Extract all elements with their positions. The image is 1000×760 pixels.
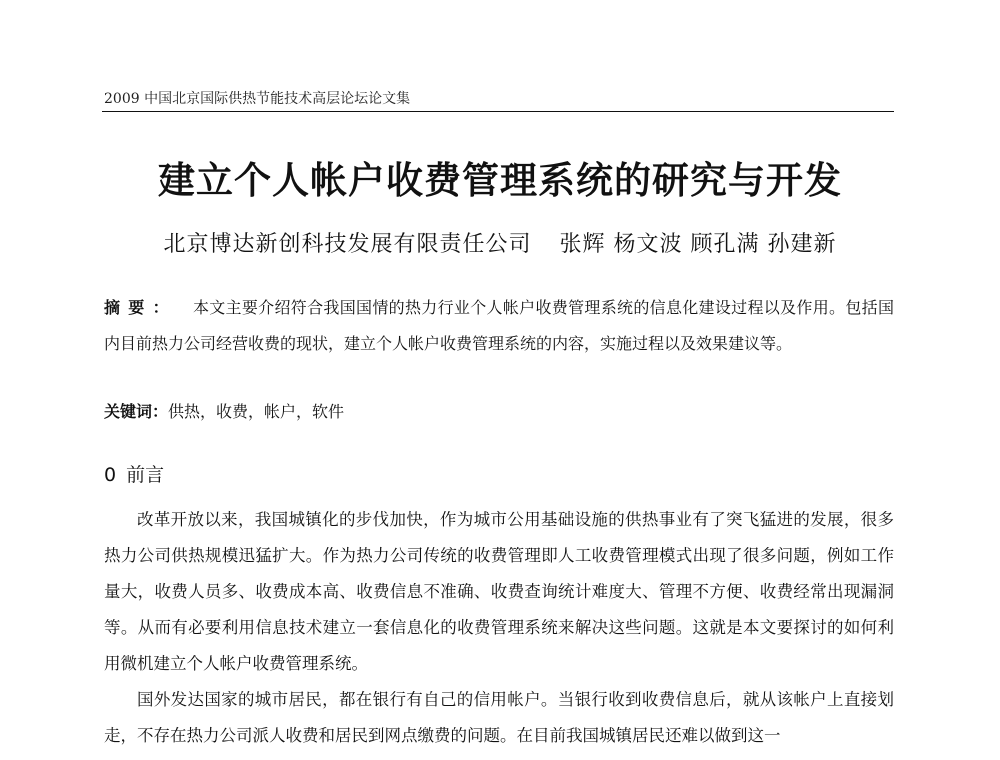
paper-title: 建立个人帐户收费管理系统的研究与开发 bbox=[158, 159, 842, 202]
header-rule bbox=[102, 111, 894, 112]
section-heading bbox=[104, 460, 164, 487]
body-text bbox=[104, 502, 894, 754]
section-number: 0 bbox=[104, 464, 117, 486]
paragraph: 改革开放以来，我国城镇化的步伐加快，作为城市公用基础设施的供热事业有了突飞猛进的发展，很多热力公司供热规模迅猛扩大。作为热力公司传统的收费管理即人工收费管理模式出现了很多问题，例如工作量大，收费人员多、收费成本高、收费信息不准确、收费查询统计难度大、管理不方便、收费经常出现漏洞等。从而有必要利用信息技术建立一套信息化的收费管理系统来解决这些问题。这就是本文要探讨的如何利用微机建立个人帐户收费管理系统。 bbox=[104, 510, 894, 673]
section-title: 前言 bbox=[126, 464, 165, 486]
abstract bbox=[104, 290, 894, 362]
abstract-label: 摘要： bbox=[104, 298, 177, 317]
paragraph: 国外发达国家的城市居民，都在银行有自己的信用帐户。当银行收到收费信息后，就从该帐户上直接划走，不存在热力公司派人收费和居民到网点缴费的问题。在目前我国城镇居民还难以做到这一 bbox=[104, 690, 894, 745]
running-header: 2009 中国北京国际供热节能技术高层论坛论文集 bbox=[104, 91, 411, 107]
affiliation: 北京博达新创科技发展有限责任公司 bbox=[163, 232, 532, 257]
keywords-text: 供热，收费，帐户，软件 bbox=[168, 402, 345, 421]
author-names: 张辉 杨文波 顾孔满 孙建新 bbox=[559, 232, 837, 257]
keywords bbox=[104, 397, 344, 427]
keywords-label: 关键词： bbox=[104, 402, 169, 421]
author-line bbox=[0, 227, 1000, 258]
abstract-text: 本文主要介绍符合我国国情的热力行业个人帐户收费管理系统的信息化建设过程以及作用。包括国内目前热力公司经营收费的现状，建立个人帐户收费管理系统的内容，实施过程以及效果建议等。 bbox=[104, 298, 894, 353]
